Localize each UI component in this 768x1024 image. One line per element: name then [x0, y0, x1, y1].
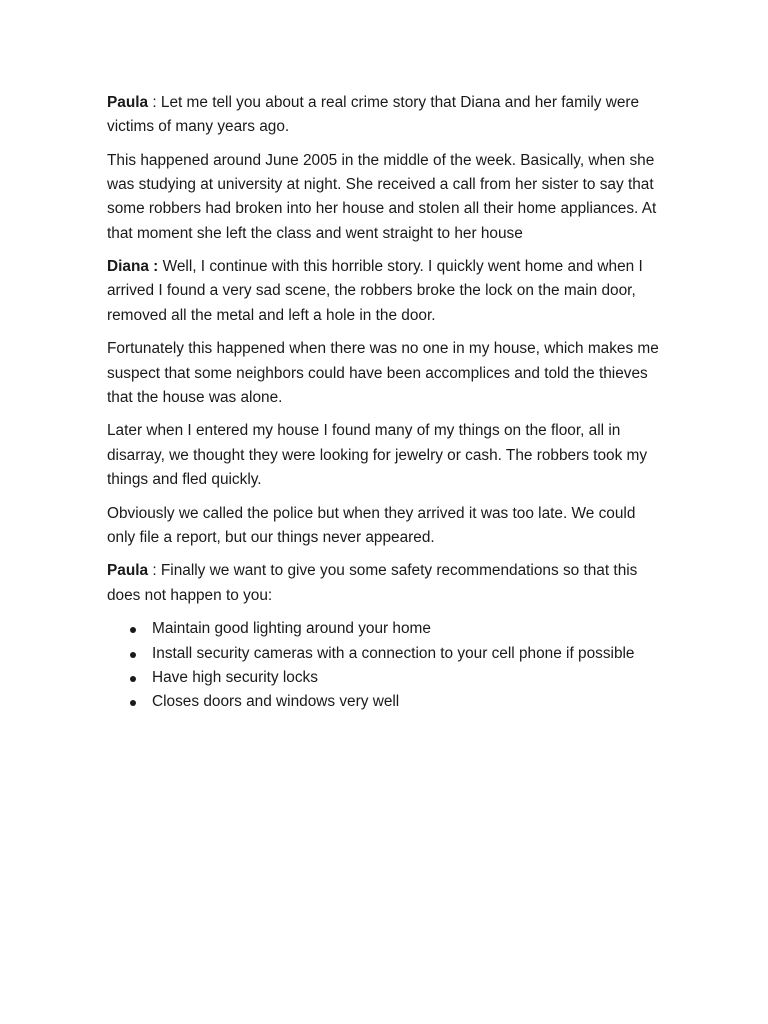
- paragraph-text: Let me tell you about a real crime story that Diana and her family were victims of many years ago.: [107, 94, 640, 136]
- bullet-icon: [130, 627, 136, 633]
- speaker-label: Diana :: [107, 258, 159, 276]
- paragraph-text: Obviously we called the police but when they arrived it was too late. We could only file a report, but our things never appeared.: [107, 504, 636, 546]
- document-body: [107, 91, 667, 714]
- list-item: [107, 690, 667, 714]
- bullet-icon: [130, 652, 136, 658]
- paragraph-fortunately: [107, 337, 667, 410]
- paragraph-text: Fortunately this happened when there was no one in my house, which makes me suspect that some neighbors could have been accomplices and told the thieves that the house was alone.: [107, 340, 659, 406]
- list-item: [107, 617, 667, 641]
- paragraph-paula-intro: [107, 91, 667, 139]
- speaker-separator: :: [148, 562, 161, 580]
- list-item-text: Closes doors and windows very well: [152, 692, 400, 710]
- bullet-icon: [130, 676, 136, 682]
- list-item: [107, 642, 667, 666]
- list-item-text: Maintain good lighting around your home: [152, 620, 431, 638]
- list-item: [107, 666, 667, 690]
- paragraph-diana-intro: [107, 255, 667, 328]
- paragraph-text: This happened around June 2005 in the middle of the week. Basically, when she was studying at university at night. She received a call from her sister to say that some robbers had broken into her house and stolen all their home appliances. At that moment she left the class and went straight to her house: [107, 151, 657, 242]
- paragraph-paula-recommendations: [107, 559, 667, 607]
- paragraph-text: Well, I continue with this horrible story. I quickly went home and when I arrived I found a very sad scene, the robbers broke the lock on the main door, removed all the metal and left a hole in the door.: [107, 258, 643, 324]
- speaker-separator: :: [148, 94, 161, 111]
- speaker-label: Paula: [107, 562, 149, 580]
- paragraph-text: Finally we want to give you some safety recommendations so that this does not happen to you:: [107, 562, 638, 604]
- paragraph-police: [107, 502, 667, 550]
- recommendations-list: [107, 617, 667, 714]
- speaker-label: Paula: [107, 94, 149, 111]
- bullet-icon: [130, 700, 136, 706]
- list-item-text: Install security cameras with a connection to your cell phone if possible: [152, 644, 635, 662]
- list-item-text: Have high security locks: [152, 668, 318, 686]
- paragraph-text: Later when I entered my house I found many of my things on the floor, all in disarray, we thought they were looking for jewelry or cash. The robbers took my things and fled quickly.: [107, 422, 648, 488]
- paragraph-later: [107, 419, 667, 492]
- paragraph-story-start: [107, 149, 667, 246]
